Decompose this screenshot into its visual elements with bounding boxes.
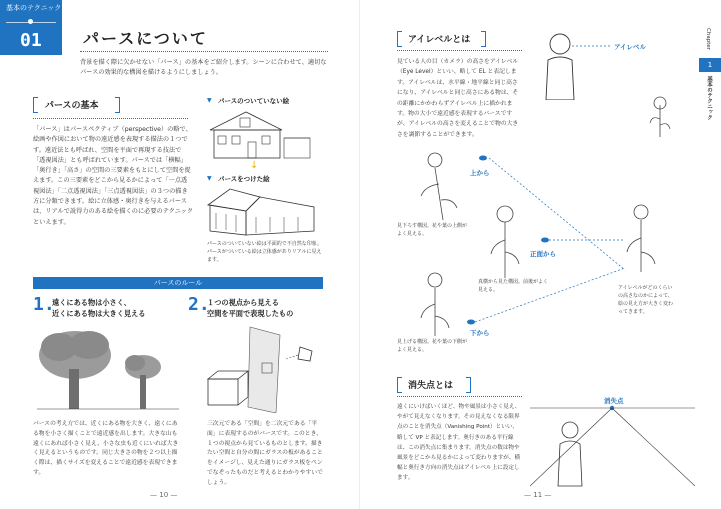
glass-plate-illustration (200, 325, 325, 413)
chapter-tab (0, 0, 62, 55)
divider-dot (28, 19, 33, 24)
basics-caption: パースのついていない絵は平面的で不自然な印象。パースがついている絵は立体感がありリアルに見えます。 (207, 241, 322, 263)
gutter (359, 0, 360, 509)
label-with-perspective: パースをつけた絵 (218, 175, 270, 183)
page-number-right: — 11 — (524, 491, 552, 499)
caption-front: 真横から見た構図。前後がよく見える。 (478, 279, 549, 293)
side-chapter-title: 基本のテクニック (706, 76, 712, 120)
triangle-icon: ▼ (207, 175, 212, 182)
divider (397, 396, 522, 397)
eyelevel-diagram (395, 140, 665, 355)
vanishing-point-diagram (530, 400, 695, 490)
rule1-line2: 近くにある物は大きく見える (52, 309, 146, 318)
house-perspective-illustration (206, 185, 321, 237)
from-below-label: 下から (470, 329, 490, 337)
chapter-label: 基本のテクニック (6, 4, 62, 12)
rule1-line1: 遠くにある物は小さく、 (52, 298, 131, 307)
person-illustration (540, 30, 660, 100)
caption-below: 見上げる構図。花や葉の下側がよく見える。 (397, 339, 468, 353)
basics-body: 「パース」はパースペクティブ（perspective）の略で、絵画や作図において物の遠近感を表現する描法の１つです。遠近法とも呼ばれ、空間を平面で再現する技法で「透視図法」とも呼ばれています。パースでは「横幅」「奥行き」「高さ」の空間の三要素をもとにして空間を捉えます。この三要素をどこから見るかによって「一点透視図法」「二点透視図法」「三点透視図法」の３つの描き方に分類できます。絵に立体感・奥行きを与えるパースは、リアルで説得力のある絵を描くのに必要のテクニックといえます。 (33, 126, 194, 226)
page-number-left: — 10 — (150, 491, 178, 499)
page-number-value: 11 (533, 491, 543, 499)
chapter-number: 01 (20, 30, 42, 51)
vp-heading: 消失点とは (408, 381, 454, 391)
house-flat-illustration (206, 108, 314, 160)
label-without-perspective: パースのついていない絵 (218, 97, 290, 105)
bracket-right (115, 97, 120, 113)
title-underline (80, 51, 328, 52)
flower-icon (648, 95, 672, 137)
page-title: パースについて (83, 29, 208, 48)
rule2-text: 三次元である「空間」を二次元である「平面」に表現するのがパースです。このとき、１つの視点から見ているものとします。描きたい空間と自分の間にガラスの板があることをイメージし、見えた通りにガラス板をペンでなぞったものだと考えるとわかりやすいでしょう。 (207, 421, 323, 486)
bracket-right (481, 31, 486, 47)
side-index (699, 0, 721, 509)
triangle-icon: ▼ (207, 97, 212, 104)
rule-number: 1. (33, 294, 55, 315)
caption-side: アイレベルがどのくらいの高さなのかによって、絵の見え方が大きく変わってきます。 (618, 285, 674, 315)
from-front-label: 正面から (530, 250, 556, 258)
rule2-line2: 空間を平面で表現したもの (207, 309, 294, 318)
side-chapter-number: 1 (699, 58, 721, 72)
from-top-label: 上から (470, 169, 490, 177)
page-number-value: 10 (159, 491, 169, 499)
basics-heading: パースの基本 (45, 101, 99, 111)
eyelevel-heading: アイレベルとは (408, 35, 471, 45)
arrow-down-icon: ↓ (250, 160, 259, 171)
vp-label: 消失点 (604, 397, 624, 405)
side-chapter-label: Chapter (705, 28, 711, 50)
rules-bar: パースのルール (33, 277, 323, 289)
eyelevel-label: アイレベル (614, 43, 646, 51)
bracket-left (397, 377, 402, 393)
eyelevel-body: 見ている人の目（カメラ）の高さをアイレベル（Eye Level）といい、略して EL と表記します。アイレベルは、水平線・地平線と同じ高さになり、アイレベルと同じ高さにある物は、その距離にかかわらずアイレベル上に描かれます。物の大小で遠近感を表現するパースですが、アイレベルの高さを変えることで物の大きさを調節することができます。 (397, 59, 519, 138)
rule2-line1: １つの視点から見える (207, 298, 279, 307)
rule1-text: パースの考え方では、近くにある物を大きく、遠くにある物を小さく描くことで遠近感を出します。大きな山も遠くにあれば小さく見え、小さな虫も近くにいれば大きく見えるというものです。同じ大きさの物を２つ以上描く際は、描くサイズを変えることで遠近感を表現できます。 (33, 421, 179, 476)
trees-illustration (33, 325, 183, 413)
bracket-right (466, 377, 471, 393)
caption-top: 見下ろす構図。花や葉の上側がよく見える。 (397, 223, 468, 237)
vp-body: 遠くにいけばいくほど、物や風景は小さく見え、やがて見えなくなります。その見えなくなる限界点のことを消失点（Vanishing Point）といい、略して VP と表記します。奥行きのある平行線は、この消失点に集まります。消失点の数は物や風景をどこから見るかによって変わりますが、横幅と奥行き方向の消失点はアイレベル上に設定します。 (397, 404, 521, 482)
divider (397, 50, 522, 51)
bracket-left (33, 97, 38, 113)
rule-number: 2. (188, 294, 210, 315)
bracket-left (397, 31, 402, 47)
divider (33, 118, 188, 119)
intro-text: 背景を描く際に欠かせない「パース」の基本をご紹介します。シーンに合わせて、適切なパースの効果的な構図を描けるようにしましょう。 (80, 59, 327, 77)
